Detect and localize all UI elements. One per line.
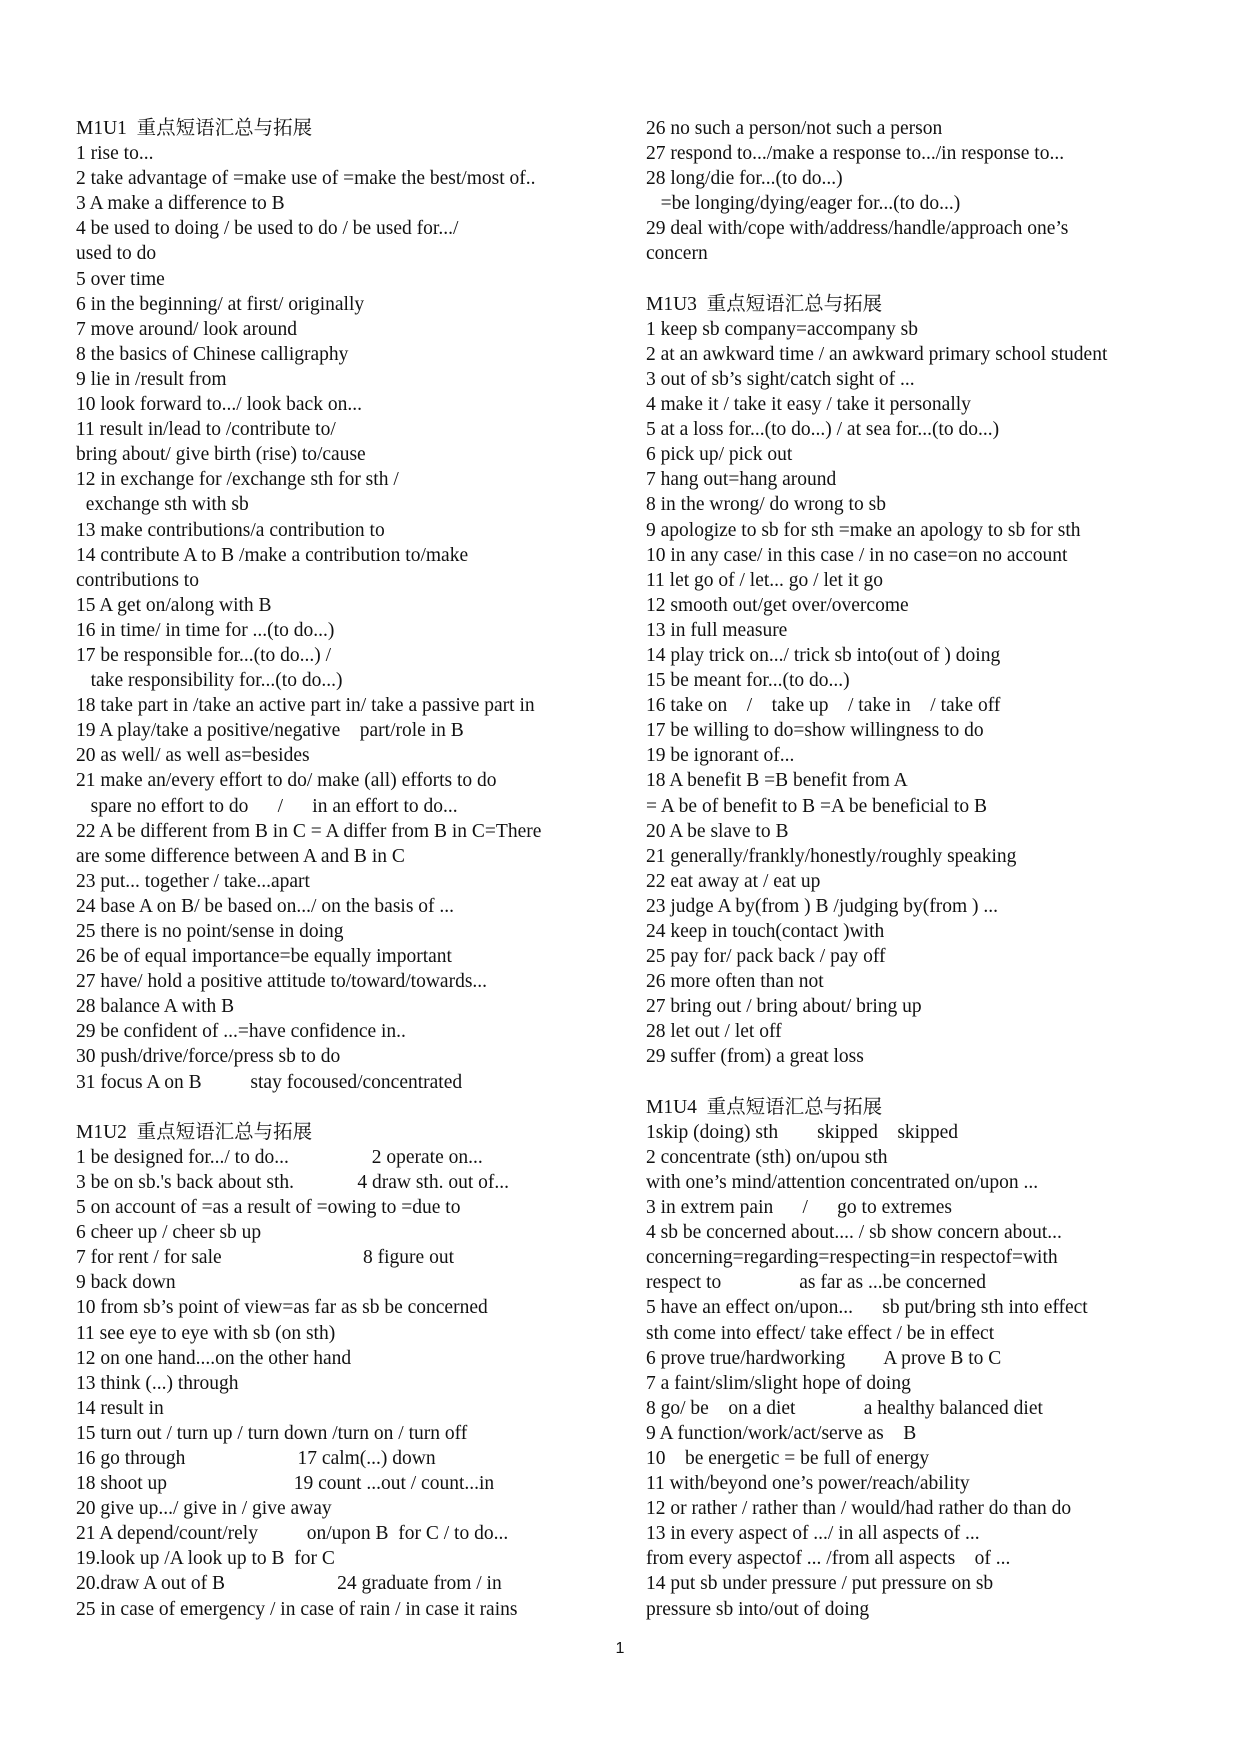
phrase-line: 14 play trick on.../ trick sb into(out of ) doing xyxy=(646,644,1001,666)
left-column xyxy=(76,116,616,1622)
phrase-line: 12 smooth out/get over/overcome xyxy=(646,594,909,616)
phrase-line: 13 in full measure xyxy=(646,619,788,641)
phrase-line: with one’s mind/attention concentrated on/upon ... xyxy=(646,1171,1039,1193)
phrase-line: 11 see eye to eye with sb (on sth) xyxy=(76,1322,336,1344)
phrase-line: 18 take part in /take an active part in/ take a passive part in xyxy=(76,695,535,717)
phrase-line: 24 keep in touch(contact )with xyxy=(646,921,885,942)
phrase-line: 21 A depend/count/rely on/upon B for C / to do... xyxy=(76,1523,509,1545)
phrase-line: 20 as well/ as well as=besides xyxy=(76,745,310,767)
phrase-line: 1 be designed for.../ to do... 2 operate on... xyxy=(76,1146,483,1168)
phrase-line: 24 base A on B/ be based on.../ on the basis of ... xyxy=(76,895,455,917)
phrase-line: 26 be of equal importance=be equally important xyxy=(76,946,452,968)
section-heading: M1U1 重点短语汇总与拓展 xyxy=(76,118,313,139)
phrase-line: 16 take on / take up / take in / take off xyxy=(646,695,1001,717)
phrase-line: 15 be meant for...(to do...) xyxy=(646,670,850,692)
phrase-line: from every aspectof ... /from all aspects of ... xyxy=(646,1548,1011,1570)
phrase-line: 3 out of sb’s sight/catch sight of ... xyxy=(646,368,915,390)
phrase-line: 25 in case of emergency / in case of rain / in case it rains xyxy=(76,1598,518,1620)
phrase-line: 7 move around/ look around xyxy=(76,318,297,340)
phrase-line: 14 put sb under pressure / put pressure on sb xyxy=(646,1573,994,1595)
phrase-line: 26 no such a person/not such a person xyxy=(646,118,943,139)
phrase-line: bring about/ give birth (rise) to/cause xyxy=(76,444,366,466)
section-heading: M1U3 重点短语汇总与拓展 xyxy=(646,293,883,315)
phrase-line: 10 from sb’s point of view=as far as sb be concerned xyxy=(76,1297,488,1319)
section-heading: M1U2 重点短语汇总与拓展 xyxy=(76,1121,313,1143)
phrase-line: 11 with/beyond one’s power/reach/ability xyxy=(646,1473,970,1495)
phrase-line: 2 concentrate (sth) on/upou sth xyxy=(646,1146,888,1168)
phrase-line: 9 A function/work/act/serve as B xyxy=(646,1422,917,1444)
phrase-line: 1 keep sb company=accompany sb xyxy=(646,318,919,340)
phrase-line: 1 rise to... xyxy=(76,143,154,165)
phrase-line: 27 respond to.../make a response to.../in response to... xyxy=(646,143,1065,165)
phrase-line: 20.draw A out of B 24 graduate from / in xyxy=(76,1573,502,1595)
phrase-line: 10 look forward to.../ look back on... xyxy=(76,394,362,416)
phrase-line: 3 be on sb.'s back about sth. 4 draw sth. out of... xyxy=(76,1171,510,1193)
phrase-line: 19 A play/take a positive/negative part/role in B xyxy=(76,720,464,742)
phrase-line: 22 A be different from B in C = A differ from B in C=There xyxy=(76,820,542,842)
phrase-line: 16 in time/ in time for ...(to do...) xyxy=(76,619,335,641)
phrase-line: 5 on account of =as a result of =owing to =due to xyxy=(76,1197,461,1219)
phrase-line: 6 cheer up / cheer sb up xyxy=(76,1222,262,1244)
phrase-line: exchange sth with sb xyxy=(76,494,249,516)
phrase-line: 11 result in/lead to /contribute to/ xyxy=(76,419,336,441)
phrase-line: 9 lie in /result from xyxy=(76,368,227,390)
phrase-line: 14 result in xyxy=(76,1397,164,1419)
phrase-line: 18 A benefit B =B benefit from A xyxy=(646,770,908,792)
phrase-line: 31 focus A on B stay focoused/concentrated xyxy=(76,1071,463,1093)
phrase-line: 28 balance A with B xyxy=(76,996,235,1018)
phrase-line: 5 at a loss for...(to do...) / at sea for...(to do...) xyxy=(646,419,1000,441)
phrase-line: 19 be ignorant of... xyxy=(646,745,795,767)
phrase-line: 4 be used to doing / be used to do / be used for.../ xyxy=(76,218,459,240)
phrase-line: contributions to xyxy=(76,569,199,591)
phrase-line: 29 suffer (from) a great loss xyxy=(646,1046,864,1068)
phrase-line: sth come into effect/ take effect / be in effect xyxy=(646,1322,995,1344)
phrase-line: 5 over time xyxy=(76,268,165,290)
section-spacer xyxy=(646,267,1186,292)
phrase-line: 13 in every aspect of .../ in all aspects of ... xyxy=(646,1523,980,1545)
phrase-line: 9 apologize to sb for sth =make an apology to sb for sth xyxy=(646,519,1081,541)
phrase-line: 19.look up /A look up to B for C xyxy=(76,1548,335,1570)
phrase-line: 17 be willing to do=show willingness to do xyxy=(646,720,984,742)
phrase-line: 7 a faint/slim/slight hope of doing xyxy=(646,1372,911,1394)
phrase-line: 13 think (...) through xyxy=(76,1372,239,1394)
phrase-line: 28 let out / let off xyxy=(646,1021,782,1043)
phrase-line: 5 have an effect on/upon... sb put/bring sth into effect xyxy=(646,1297,1088,1319)
phrase-line: 4 make it / take it easy / take it personally xyxy=(646,394,971,416)
phrase-line: 8 go/ be on a diet a healthy balanced diet xyxy=(646,1397,1043,1419)
section-heading: M1U4 重点短语汇总与拓展 xyxy=(646,1096,883,1118)
phrase-line: 2 take advantage of =make use of =make the best/most of.. xyxy=(76,168,536,190)
phrase-line: 9 back down xyxy=(76,1272,176,1294)
page-number: 1 xyxy=(615,1640,625,1657)
phrase-line: used to do xyxy=(76,243,157,265)
phrase-line: 21 make an/every effort to do/ make (all) efforts to do xyxy=(76,770,497,792)
section-spacer xyxy=(646,1070,1186,1095)
phrase-line: 20 A be slave to B xyxy=(646,820,789,842)
phrase-line: take responsibility for...(to do...) xyxy=(76,670,343,692)
phrase-line: 1skip (doing) sth skipped skipped xyxy=(646,1121,958,1143)
phrase-line: 10 be energetic = be full of energy xyxy=(646,1447,930,1469)
phrase-line: 21 generally/frankly/honestly/roughly speaking xyxy=(646,845,1017,867)
phrase-line: 16 go through 17 calm(...) down xyxy=(76,1447,436,1469)
phrase-line: 29 deal with/cope with/address/handle/approach one’s xyxy=(646,218,1069,240)
phrase-line: pressure sb into/out of doing xyxy=(646,1598,870,1620)
phrase-line: 17 be responsible for...(to do...) / xyxy=(76,644,332,666)
phrase-line: 10 in any case/ in this case / in no case=on no account xyxy=(646,544,1068,566)
phrase-line: 29 be confident of ...=have confidence in.. xyxy=(76,1021,406,1043)
phrase-line: 25 pay for/ pack back / pay off xyxy=(646,946,886,968)
phrase-line: 23 judge A by(from ) B /judging by(from ) ... xyxy=(646,895,999,917)
phrase-line: 12 on one hand....on the other hand xyxy=(76,1347,352,1369)
phrase-line: 6 pick up/ pick out xyxy=(646,444,793,466)
phrase-line: spare no effort to do / in an effort to do... xyxy=(76,795,458,817)
phrase-line: 25 there is no point/sense in doing xyxy=(76,921,344,942)
phrase-line: 20 give up.../ give in / give away xyxy=(76,1498,332,1520)
phrase-line: 11 let go of / let... go / let it go xyxy=(646,569,884,591)
phrase-line: 27 bring out / bring about/ bring up xyxy=(646,996,922,1018)
phrase-line: 15 turn out / turn up / turn down /turn on / turn off xyxy=(76,1422,468,1444)
phrase-line: 14 contribute A to B /make a contribution to/make xyxy=(76,544,469,566)
phrase-line: respect to as far as ...be concerned xyxy=(646,1272,987,1294)
phrase-line: 3 A make a difference to B xyxy=(76,193,285,215)
phrase-line: 7 for rent / for sale 8 figure out xyxy=(76,1247,455,1269)
phrase-line: 23 put... together / take...apart xyxy=(76,870,310,892)
phrase-line: 6 prove true/hardworking A prove B to C xyxy=(646,1347,1002,1369)
phrase-line: 2 at an awkward time / an awkward primary school student xyxy=(646,343,1108,365)
phrase-line: 3 in extrem pain / go to extremes xyxy=(646,1197,952,1219)
phrase-line: 7 hang out=hang around xyxy=(646,469,837,491)
phrase-line: 4 sb be concerned about.... / sb show concern about... xyxy=(646,1222,1062,1244)
phrase-line: 27 have/ hold a positive attitude to/toward/towards... xyxy=(76,971,488,993)
phrase-line: 8 in the wrong/ do wrong to sb xyxy=(646,494,886,516)
phrase-line: 12 in exchange for /exchange sth for sth / xyxy=(76,469,399,491)
phrase-line: concerning=regarding=respecting=in respectof=with xyxy=(646,1247,1058,1269)
phrase-line: 13 make contributions/a contribution to xyxy=(76,519,385,541)
phrase-line: 8 the basics of Chinese calligraphy xyxy=(76,343,349,365)
phrase-line: 15 A get on/along with B xyxy=(76,594,272,616)
phrase-line: 6 in the beginning/ at first/ originally xyxy=(76,293,365,315)
phrase-line: 30 push/drive/force/press sb to do xyxy=(76,1046,341,1068)
phrase-line: are some difference between A and B in C xyxy=(76,845,405,867)
phrase-line: concern xyxy=(646,243,708,265)
phrase-line: 28 long/die for...(to do...) xyxy=(646,168,843,190)
phrase-line: 26 more often than not xyxy=(646,971,824,993)
phrase-line: = A be of benefit to B =A be beneficial to B xyxy=(646,795,987,817)
section-spacer xyxy=(76,1095,616,1120)
phrase-line: 22 eat away at / eat up xyxy=(646,870,821,892)
phrase-line: 18 shoot up 19 count ...out / count...in xyxy=(76,1473,495,1495)
phrase-line: =be longing/dying/eager for...(to do...) xyxy=(646,193,961,215)
phrase-line: 12 or rather / rather than / would/had rather do than do xyxy=(646,1498,1072,1520)
right-column xyxy=(646,116,1186,1622)
